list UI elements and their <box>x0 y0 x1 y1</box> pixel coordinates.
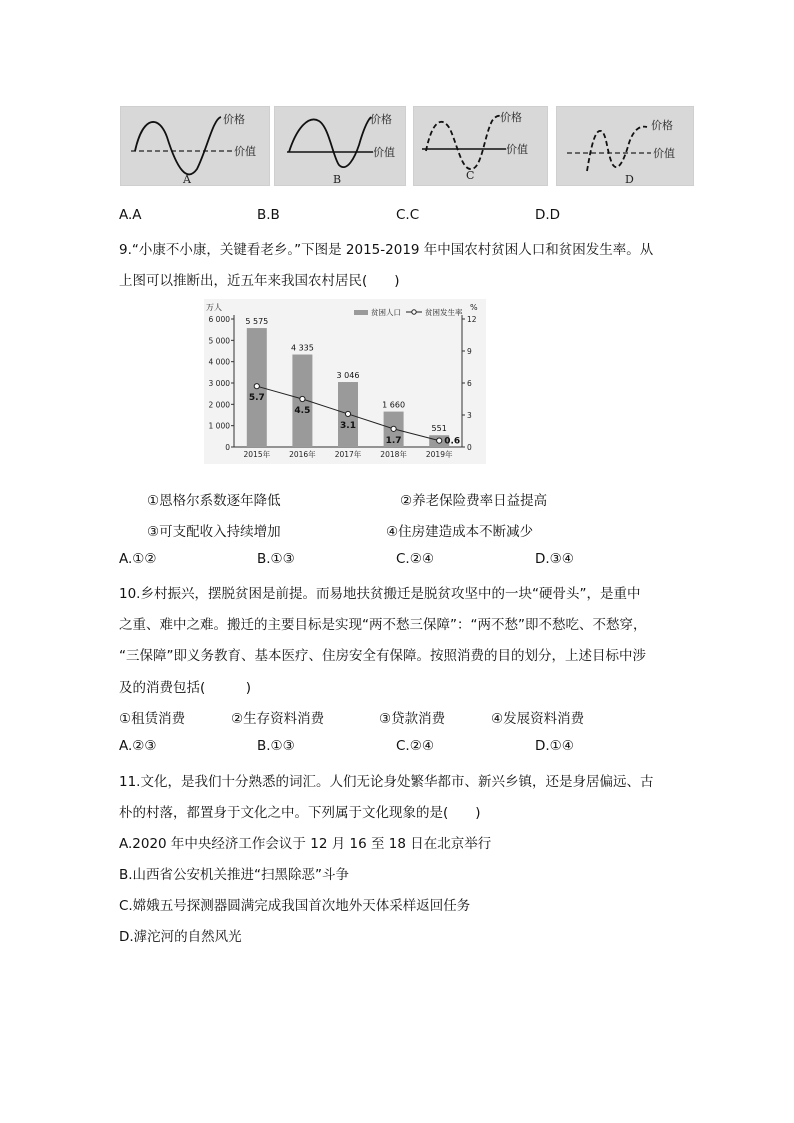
q10-option-a[interactable]: A.②③ <box>119 738 157 754</box>
line-value-label: 1.7 <box>385 435 402 446</box>
q10-stem-line4: 及的消费包括( ) <box>119 680 252 696</box>
x-tick-label: 2017年 <box>334 450 362 459</box>
x-tick-label: 2015年 <box>243 450 271 459</box>
line-point <box>391 426 396 431</box>
left-tick-label: 4 000 <box>208 357 230 367</box>
right-tick-label: 3 <box>467 411 472 420</box>
q11-stem-line1: 11.文化，是我们十分熟悉的词汇。人们无论身处繁华都市、新兴乡镇，还是身居偏远、古 <box>119 774 654 790</box>
price-label: 价格 <box>500 111 522 124</box>
left-axis-unit: 万人 <box>206 303 222 312</box>
q9-item-2: ②养老保险费率日益提高 <box>400 493 548 509</box>
q11-option-a[interactable]: A.2020 年中央经济工作会议于 12 月 16 至 18 日在北京举行 <box>119 836 492 852</box>
figure-letter: D <box>625 173 634 185</box>
line-point <box>345 411 350 416</box>
line-value-label: 5.7 <box>248 393 265 404</box>
q9-option-d[interactable]: D.③④ <box>535 551 574 567</box>
x-tick-label: 2018年 <box>380 450 407 459</box>
q10-stem-line2: 之重、难中之难。搬迁的主要目标是实现“两不愁三保障”：“两不愁”即不愁吃、不愁穿， <box>119 617 647 633</box>
left-tick-label: 3 000 <box>208 379 230 388</box>
right-tick-label: 12 <box>467 315 477 324</box>
price-label: 价格 <box>651 119 673 132</box>
bar-value-label: 551 <box>431 424 447 434</box>
line-value-label: 0.6 <box>444 436 461 447</box>
right-axis-unit: % <box>470 303 478 312</box>
bar-value-label: 1 660 <box>382 400 406 410</box>
q8-option-d[interactable]: D.D <box>535 207 561 223</box>
q10-option-d[interactable]: D.①④ <box>535 738 574 754</box>
q9-option-b[interactable]: B.①③ <box>257 551 295 567</box>
q11-stem-line2: 朴的村落，都置身于文化之中。下列属于文化现象的是( ) <box>119 805 481 821</box>
legend-bar-swatch <box>354 310 368 315</box>
price-label: 价格 <box>223 113 245 126</box>
left-tick-label: 6 000 <box>208 315 230 324</box>
line-point <box>437 438 442 443</box>
bar-value-label: 5 575 <box>245 317 269 327</box>
q8-option-a[interactable]: A.A <box>119 207 142 223</box>
right-tick-label: 6 <box>467 379 472 388</box>
value-label: 价值 <box>234 145 256 158</box>
q10-stem-line1: 10.乡村振兴，摆脱贫困是前提。而易地扶贫搬迁是脱贫攻坚中的一块“硬骨头”，是重中 <box>119 586 641 602</box>
poverty-chart <box>204 299 486 464</box>
q10-item-2: ②生存资料消费 <box>231 711 325 727</box>
q11-option-b[interactable]: B.山西省公安机关推进“扫黑除恶”斗争 <box>119 867 350 883</box>
bar-value-label: 3 046 <box>336 371 360 381</box>
legend-line-marker <box>412 310 416 314</box>
q10-stem-line3: “三保障”即义务教育、基本医疗、住房安全有保障。按照消费的目的划分，上述目标中涉 <box>119 648 646 664</box>
q9-option-a[interactable]: A.①② <box>119 551 157 567</box>
legend-line-label: 贫困发生率 <box>425 308 463 317</box>
q9-stem-line1: 9.“小康不小康，关键看老乡。”下图是 2015-2019 年中国农村贫困人口和贫困发生率。从 <box>119 242 654 258</box>
left-tick-label: 2 000 <box>208 400 230 410</box>
line-point <box>254 384 259 389</box>
q10-item-1: ①租赁消费 <box>119 711 186 727</box>
q9-item-3: ③可支配收入持续增加 <box>147 524 281 540</box>
figure-letter: A <box>183 173 191 185</box>
figure-b <box>274 106 406 186</box>
left-tick-label: 0 <box>225 443 230 452</box>
value-label: 价值 <box>506 143 528 156</box>
bar-value-label: 4 335 <box>290 343 314 353</box>
q10-option-b[interactable]: B.①③ <box>257 738 295 754</box>
q9-stem-line2: 上图可以推断出，近五年来我国农村居民( ) <box>119 273 400 289</box>
x-tick-label: 2016年 <box>289 450 316 459</box>
q9-item-4: ④住房建造成本不断减少 <box>386 524 534 540</box>
right-tick-label: 0 <box>467 443 472 452</box>
line-value-label: 4.5 <box>294 406 311 416</box>
q10-option-c[interactable]: C.②④ <box>396 738 434 754</box>
value-label: 价值 <box>373 146 395 159</box>
q9-option-c[interactable]: C.②④ <box>396 551 434 567</box>
price-label: 价格 <box>370 113 392 126</box>
left-tick-label: 5 000 <box>208 336 230 346</box>
q9-item-1: ①恩格尔系数逐年降低 <box>147 493 281 509</box>
value-label: 价值 <box>653 147 675 160</box>
q10-item-3: ③贷款消费 <box>379 711 446 727</box>
figure-a <box>120 106 270 186</box>
right-tick-label: 9 <box>467 347 472 356</box>
poverty-chart-svg <box>204 299 486 464</box>
q11-option-c[interactable]: C.嫦娥五号探测器圆满完成我国首次地外天体采样返回任务 <box>119 898 471 914</box>
line-point <box>300 396 305 401</box>
q8-option-c[interactable]: C.C <box>396 207 420 223</box>
legend-bar-label: 贫困人口 <box>371 308 401 317</box>
figure-letter: C <box>466 169 475 182</box>
q10-item-4: ④发展资料消费 <box>491 711 585 727</box>
q8-option-b[interactable]: B.B <box>257 207 280 223</box>
left-tick-label: 1 000 <box>208 421 230 431</box>
figure-c <box>413 106 548 186</box>
line-value-label: 3.1 <box>340 420 356 431</box>
figure-letter: B <box>333 173 342 185</box>
x-tick-label: 2019年 <box>425 450 453 459</box>
figure-d <box>556 106 694 186</box>
q11-option-d[interactable]: D.滹沱河的自然风光 <box>119 929 242 945</box>
